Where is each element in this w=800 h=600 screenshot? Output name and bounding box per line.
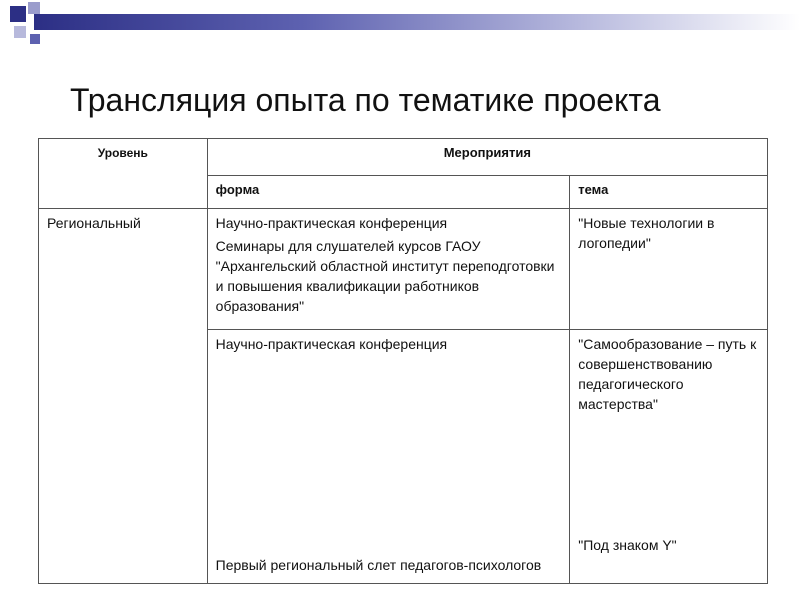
header-level: Уровень (39, 139, 208, 209)
header-form: форма (207, 176, 570, 209)
decor-gradient-bar (34, 14, 800, 30)
topic-cell-1 (570, 209, 768, 330)
topic-item-sign-y: "Под знаком Y" (578, 537, 677, 553)
topic-cell-2 (570, 330, 768, 584)
form-item-conference-2: Научно-практическая конференция (215, 336, 448, 352)
header-events: Мероприятия (207, 139, 767, 176)
projects-table (38, 138, 768, 584)
form-item-seminars: Семинары для слушателей курсов ГАОУ "Архангельский областной институт переподготовки и повышения квалификации работников образования" (215, 238, 555, 314)
form-cell-2 (207, 330, 570, 584)
topic-item-self-education: "Самообразование – путь к совершенствованию педагогического мастерства" (578, 336, 757, 412)
form-item-rally: Первый региональный слет педагогов-психологов (215, 557, 542, 573)
decor-square-light-2 (14, 26, 26, 38)
decor-square-dark-2 (30, 34, 40, 44)
topic-item-technologies: "Новые технологии в логопедии" (578, 215, 715, 251)
decor-square-light-1 (28, 2, 40, 14)
decor-square-dark-1 (10, 6, 26, 22)
form-cell-1 (207, 209, 570, 330)
form-item-conference: Научно-практическая конференция (215, 215, 448, 231)
level-cell: Региональный (39, 209, 208, 584)
header-topic: тема (570, 176, 768, 209)
slide-title: Трансляция опыта по тематике проекта (70, 82, 661, 118)
